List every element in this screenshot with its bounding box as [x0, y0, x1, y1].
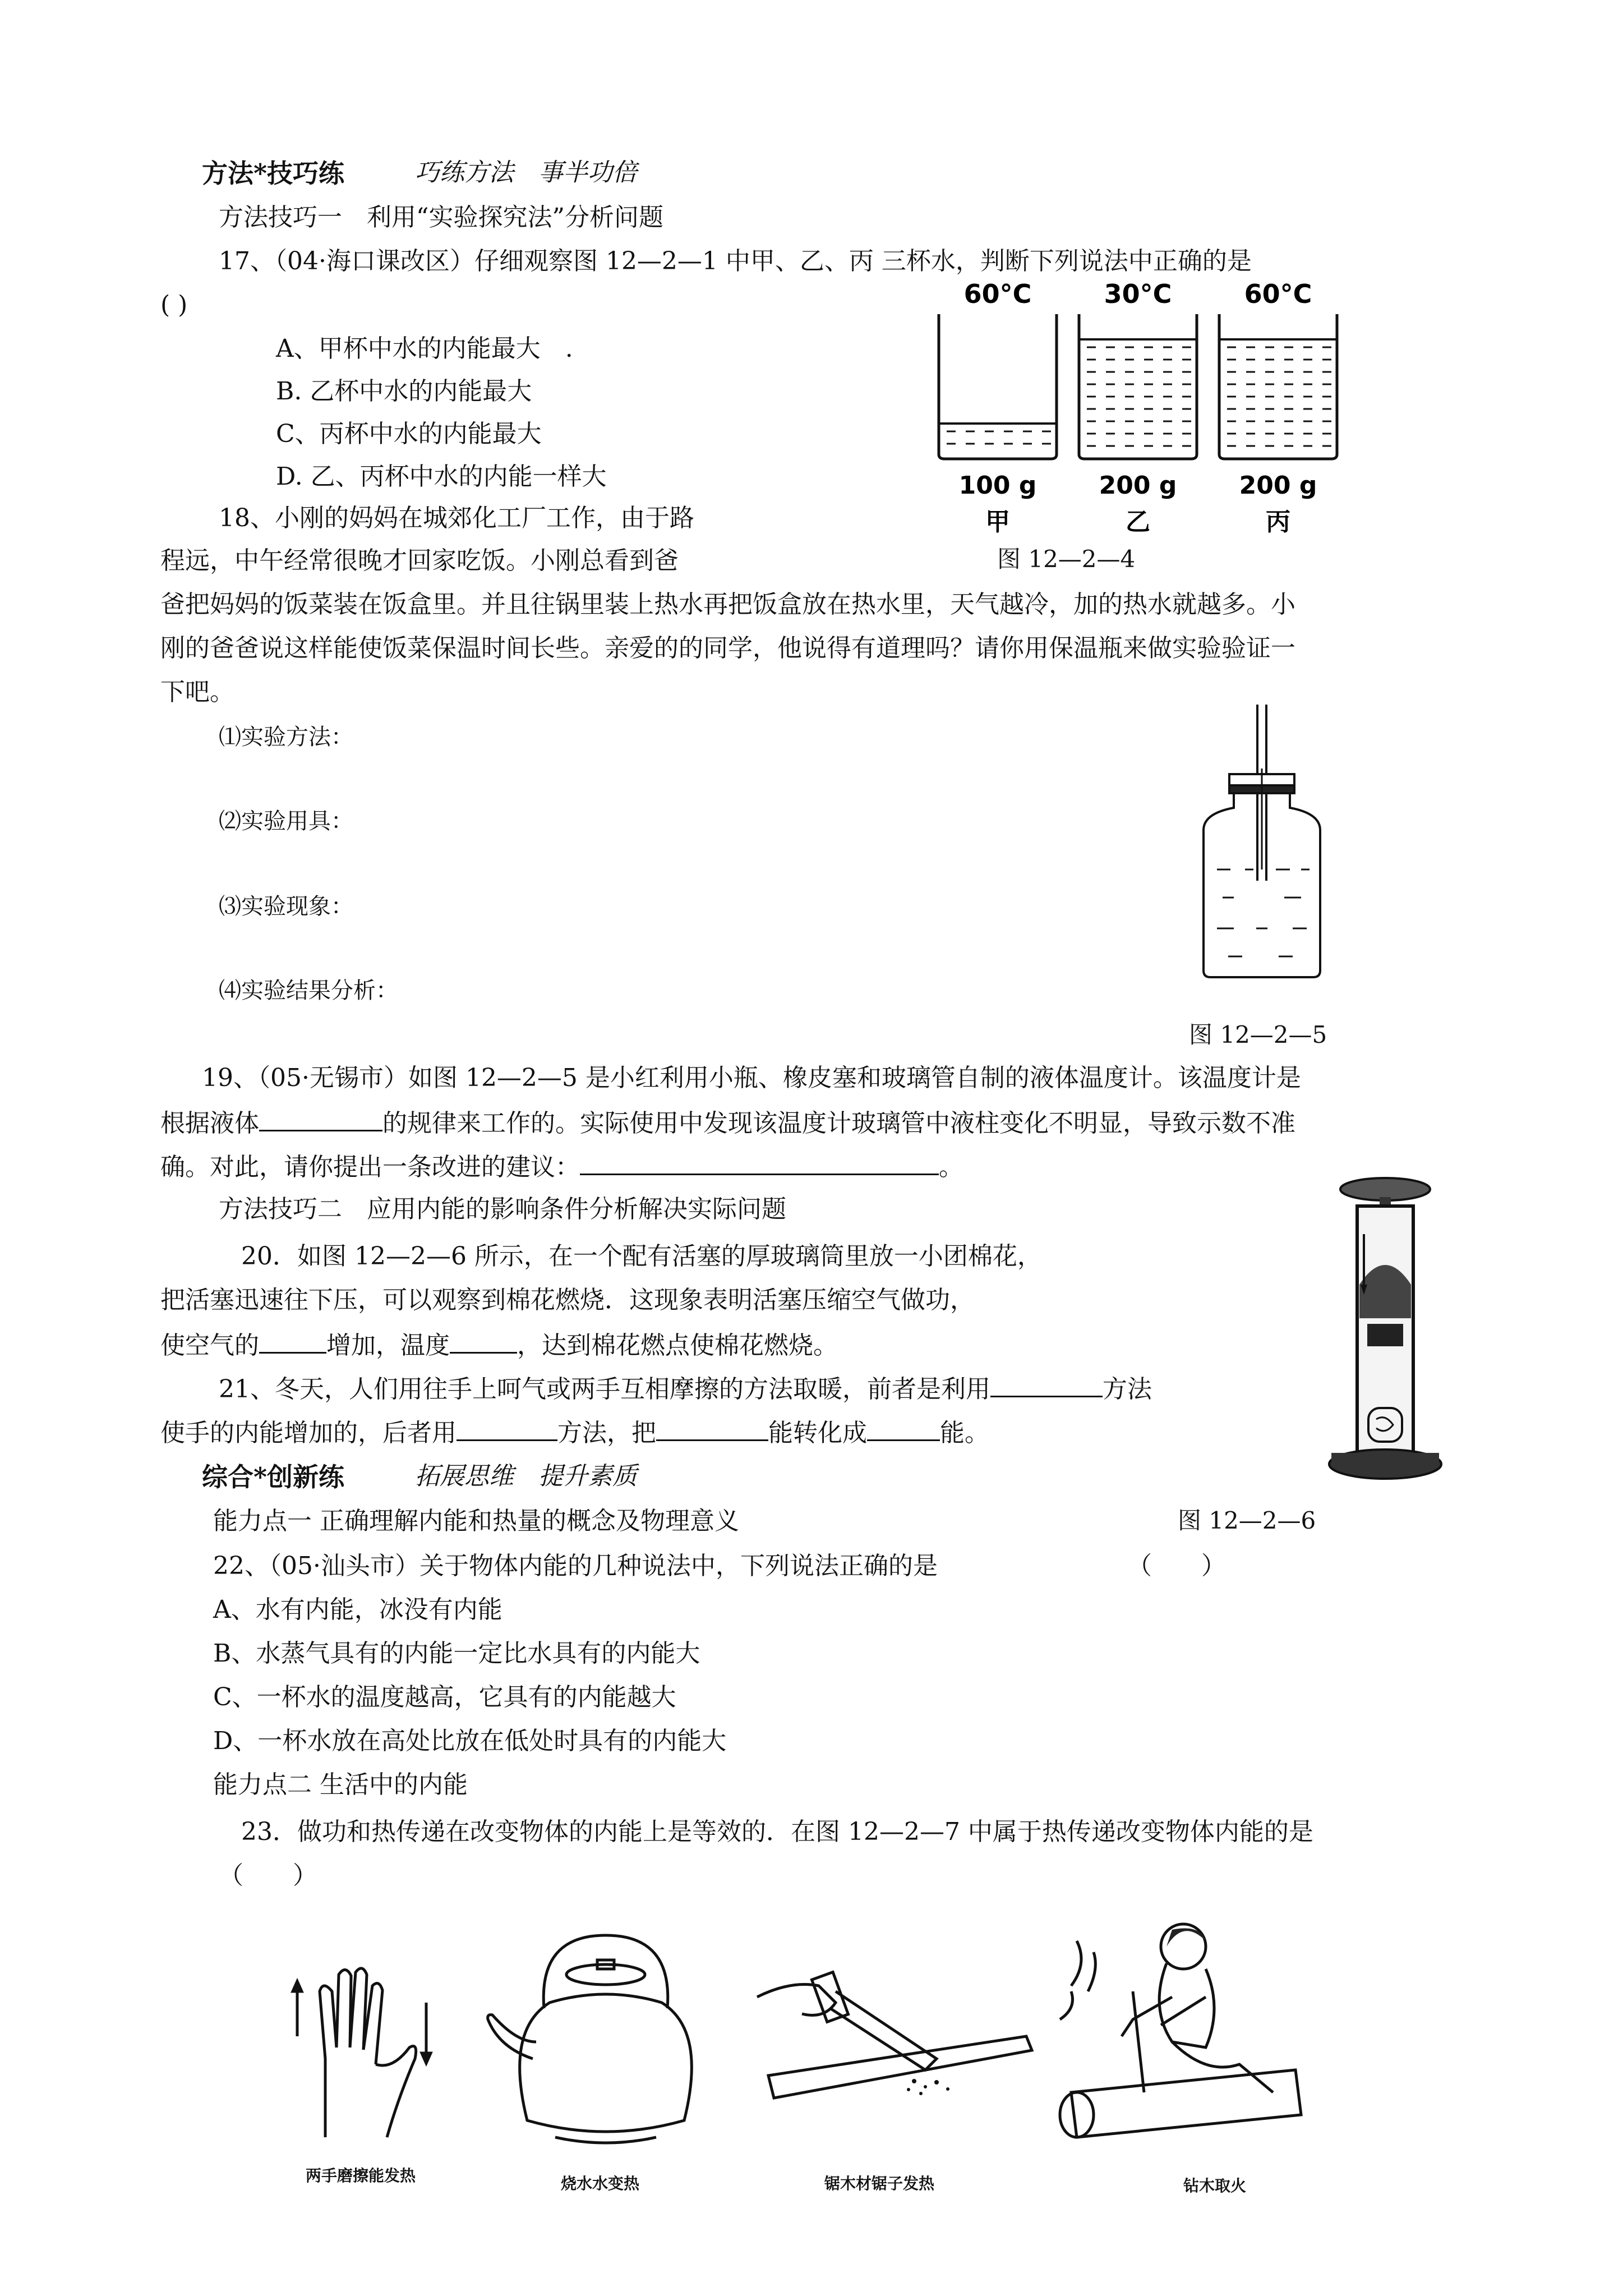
q17-option-a: A、甲杯中水的内能最大 . — [276, 334, 573, 363]
q21-blank-energy-to[interactable] — [867, 1417, 940, 1441]
figure-hands-rubbing — [280, 1958, 449, 2143]
cup-name-label: 丙 — [1266, 508, 1290, 533]
cup-temperature-label: 30°C — [1104, 279, 1172, 309]
tip-heading-2: 方法技巧二 应用内能的影响条件分析解决实际问题 — [219, 1195, 786, 1223]
q20-line-2: 把活塞迅速往下压，可以观察到棉花燃烧．这现象表明活塞压缩空气做功， — [160, 1286, 975, 1314]
q23-stem: 23．做功和热传递在改变物体的内能上是等效的．在图 12—2—7 中属于热传递改变物体内能的是 — [241, 1818, 1313, 1846]
q20-line3-c: ，达到棉花燃点使棉花燃烧。 — [517, 1331, 838, 1360]
q20-line3-a: 使空气的 — [160, 1331, 259, 1360]
figure-drilling-fire — [1038, 1907, 1307, 2143]
fig7-caption-saw: 锯木材锯子发热 — [824, 2174, 935, 2193]
q22-stem: 22、（05·汕头市）关于物体内能的几种说法中，下列说法正确的是 — [213, 1552, 938, 1580]
q21-line2-b: 方法，把 — [557, 1419, 656, 1447]
q17-answer-bracket: ( ) — [160, 291, 188, 319]
cup-temperature-label: 60°C — [963, 279, 1032, 309]
q22-option-d: D、一杯水放在高处比放在低处时具有的内能大 — [213, 1727, 727, 1755]
cup-temperature-label: 60°C — [1244, 279, 1312, 309]
cup-mass-label: 100 g — [958, 471, 1037, 500]
saw-svg — [746, 1952, 1038, 2120]
q20-blank-energy[interactable] — [259, 1329, 326, 1354]
q20-line3-b: 增加，温度 — [326, 1331, 450, 1360]
q17-option-b: B. 乙杯中水的内能最大 — [276, 377, 532, 406]
q22-option-a: A、水有内能，冰没有内能 — [213, 1595, 502, 1624]
q18-item-phenomenon: ⑶实验现象： — [219, 894, 353, 919]
q19-line-3 — [160, 1151, 963, 1182]
section-title-methods: 方法*技巧练 — [202, 158, 345, 188]
fig7-caption-hands: 两手磨擦能发热 — [306, 2166, 416, 2185]
q21-line2-a: 使手的内能增加的，后者用 — [160, 1419, 457, 1447]
q22-option-c: C、一杯水的温度越高，它具有的内能越大 — [213, 1683, 676, 1711]
cup-water — [941, 424, 1054, 454]
cup-name-label: 甲 — [985, 508, 1010, 533]
q18-item-method: ⑴实验方法： — [219, 724, 353, 750]
q21-blank-method-1[interactable] — [990, 1373, 1103, 1397]
figure-kettle — [482, 1918, 707, 2148]
cup-mass-label: 200 g — [1099, 471, 1177, 500]
q19-blank-rule[interactable] — [259, 1107, 382, 1131]
cup-water — [1221, 339, 1335, 454]
q20-blank-temp[interactable] — [450, 1329, 517, 1354]
fig4-caption: 图 12—2—4 — [997, 545, 1136, 573]
q17-option-c: C、丙杯中水的内能最大 — [276, 420, 542, 448]
q21-line2-d: 能。 — [940, 1419, 989, 1447]
q23-answer-bracket: （ ） — [219, 1861, 317, 1890]
q21-line1-a: 21、冬天，人们用往手上呵气或两手互相摩擦的方法取暖，前者是利用 — [219, 1375, 990, 1404]
section-motto-methods: 巧练方法 事半功倍 — [415, 158, 637, 187]
q19-line3-end: 。 — [939, 1153, 963, 1181]
q19-line2-end: 的规律来工作的。实际使用中发现该温度计玻璃管中液柱变化不明显，导致示数不准 — [382, 1109, 1295, 1138]
q21-line2-c: 能转化成 — [768, 1419, 867, 1447]
q18-line-4: 刚的爸爸说这样能使饭菜保温时间长些。亲爱的的同学，他说得有道理吗？请你用保温瓶来做实验验证一 — [160, 634, 1295, 662]
q20-line-3 — [160, 1329, 838, 1361]
fig7-caption-kettle: 烧水水变热 — [561, 2174, 640, 2193]
q19-blank-suggestion[interactable] — [580, 1151, 939, 1175]
q18-item-analysis: ⑷实验结果分析： — [219, 978, 398, 1004]
section-title-comprehensive: 综合*创新练 — [202, 1462, 345, 1492]
section-motto-comprehensive: 拓展思维 提升素质 — [415, 1462, 637, 1490]
fig7-caption-fire: 钻木取火 — [1183, 2177, 1247, 2195]
figure-bottle-thermometer — [1195, 701, 1329, 982]
q21-blank-method-2[interactable] — [457, 1417, 557, 1441]
q19-line-2 — [160, 1107, 1295, 1139]
cup-name-label: 乙 — [1126, 508, 1150, 533]
q19-line2-start: 根据液体 — [160, 1109, 259, 1138]
q18-line-3: 爸把妈妈的饭菜装在饭盒里。并且往锅里装上热水再把饭盒放在热水里，天气越冷，加的热水就越多。小 — [160, 590, 1295, 619]
q19-line-1: 19、（05·无锡市）如图 12—2—5 是小红利用小瓶、橡皮塞和玻璃管自制的液体温度计。该温度计是 — [202, 1064, 1301, 1092]
q21-line-1 — [219, 1373, 1152, 1405]
thermometer-svg — [1195, 701, 1329, 982]
cup-water — [1081, 339, 1195, 454]
q21-line1-b: 方法 — [1103, 1375, 1152, 1404]
q17-stem: 17、（04·海口课改区）仔细观察图 12—2—1 中甲、乙、丙 三杯水，判断下列说法中正确的是 — [219, 247, 1252, 275]
ability-point-1: 能力点一 正确理解内能和热量的概念及物理意义 — [213, 1507, 739, 1535]
kettle-svg — [482, 1918, 707, 2148]
q19-line3-start: 确。对此，请你提出一条改进的建议： — [160, 1153, 580, 1181]
figure-three-cups — [931, 275, 1357, 533]
q17-option-d: D. 乙、丙杯中水的内能一样大 — [276, 462, 607, 491]
figure-sawing-wood — [746, 1952, 1038, 2120]
q20-line-1: 20．如图 12—2—6 所示，在一个配有活塞的厚玻璃筒里放一小团棉花， — [241, 1242, 1042, 1271]
q22-option-b: B、水蒸气具有的内能一定比水具有的内能大 — [213, 1639, 700, 1668]
figure-piston-cylinder — [1318, 1172, 1453, 1487]
cups-svg — [931, 275, 1357, 533]
ability-point-2: 能力点二 生活中的内能 — [213, 1770, 468, 1799]
fig6-caption: 图 12—2—6 — [1178, 1507, 1316, 1534]
hands-svg — [280, 1958, 449, 2143]
q18-item-tools: ⑵实验用具： — [219, 808, 353, 834]
tip-heading-1: 方法技巧一 利用“实验探究法”分析问题 — [219, 203, 663, 232]
q21-line-2 — [160, 1417, 989, 1448]
fire-svg — [1038, 1907, 1307, 2143]
cup-mass-label: 200 g — [1239, 471, 1317, 500]
q18-line-5: 下吧。 — [160, 678, 234, 706]
q22-answer-bracket: （ ） — [1127, 1552, 1226, 1580]
q21-blank-energy-from[interactable] — [656, 1417, 768, 1441]
q18-line-2: 程远，中午经常很晚才回家吃饭。小刚总看到爸 — [160, 546, 679, 575]
fig5-caption: 图 12—2—5 — [1189, 1021, 1327, 1048]
q18-line-1: 18、小刚的妈妈在城郊化工厂工作，由于路 — [219, 504, 694, 532]
piston-svg — [1318, 1172, 1453, 1487]
